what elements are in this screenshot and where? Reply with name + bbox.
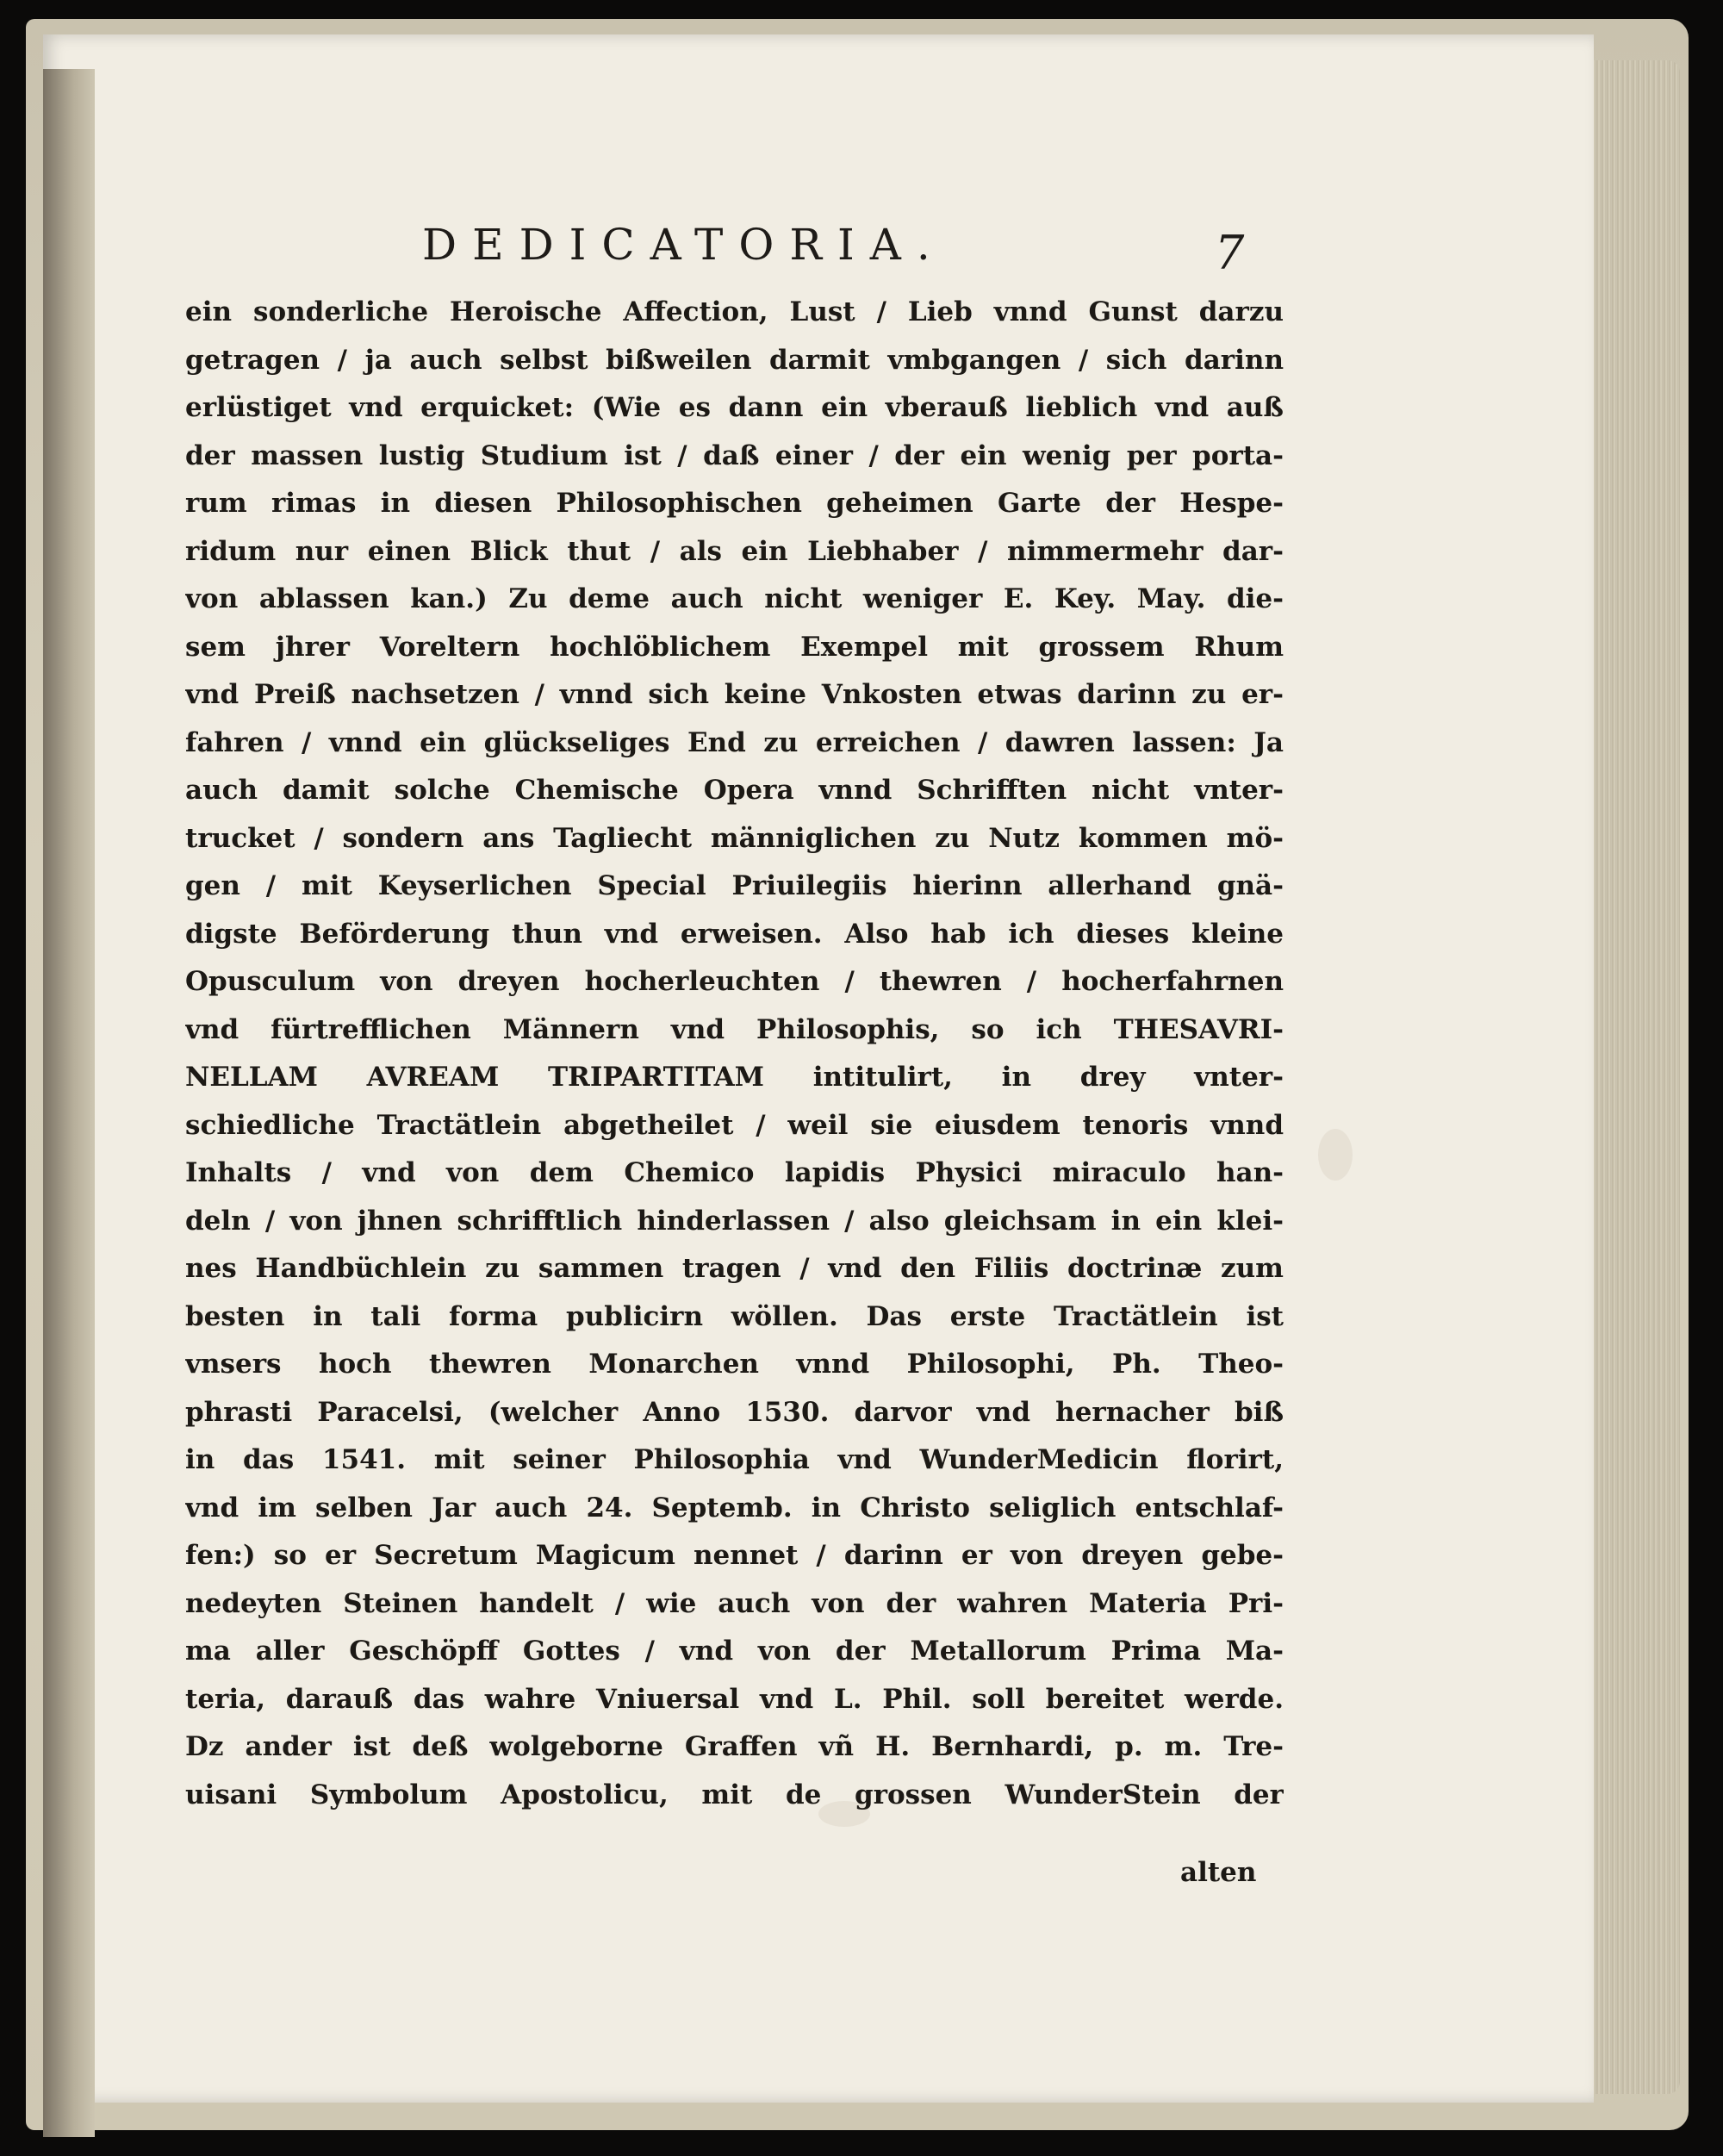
text-line: NELLAM AVREAM TRIPARTITAM intitulirt, in drey vnter- bbox=[185, 1062, 1284, 1093]
text-line: erlüstiget vnd erquicket: (Wie es dann ein vberauß lieblich vnd auß bbox=[185, 392, 1284, 423]
text-line: schiedliche Tractätlein abgetheilet / weil sie eiusdem tenoris vnnd bbox=[185, 1109, 1284, 1141]
page-edges bbox=[1585, 60, 1680, 2094]
text-line: digste Beförderung thun vnd erweisen. Also hab ich dieses kleine bbox=[185, 918, 1284, 950]
text-line: sem jhrer Voreltern hochlöblichem Exempel mit grossem Rhum bbox=[185, 631, 1284, 663]
text-line: deln / von jhnen schrifftlich hinderlassen / also gleichsam in ein klei- bbox=[185, 1205, 1284, 1237]
running-header: DEDICATORIA. bbox=[422, 220, 946, 270]
text-line: rum rimas in diesen Philosophischen geheimen Garte der Hespe- bbox=[185, 488, 1284, 519]
text-line: nedeyten Steinen handelt / wie auch von der wahren Materia Pri- bbox=[185, 1587, 1284, 1619]
text-line: teria, darauß das wahre Vniuersal vnd L. Phil. soll bereitet werde. bbox=[185, 1683, 1284, 1715]
text-line: vnd fürtrefflichen Männern vnd Philosophis, so ich THESAVRI- bbox=[185, 1013, 1284, 1045]
text-line: phrasti Paracelsi, (welcher Anno 1530. darvor vnd hernacher biß bbox=[185, 1396, 1284, 1428]
text-line: vnd Preiß nachsetzen / vnnd sich keine Vnkosten etwas darinn zu er- bbox=[185, 679, 1284, 710]
page-number: 7 bbox=[1215, 226, 1245, 280]
text-line: uisani Symbolum Apostolicu, mit de grossen WunderStein der bbox=[185, 1779, 1284, 1810]
text-line: Inhalts / vnd von dem Chemico lapidis Physici miraculo han- bbox=[185, 1157, 1284, 1188]
text-line: vnsers hoch thewren Monarchen vnnd Philosophi, Ph. Theo- bbox=[185, 1349, 1284, 1380]
text-line: in das 1541. mit seiner Philosophia vnd WunderMedicin florirt, bbox=[185, 1444, 1284, 1475]
text-line: gen / mit Keyserlichen Special Priuilegiis hierinn allerhand gnä- bbox=[185, 870, 1284, 901]
catchword: alten bbox=[1180, 1857, 1257, 1888]
text-line: fahren / vnnd ein glückseliges End zu erreichen / dawren lassen: Ja bbox=[185, 726, 1284, 758]
paper-stain bbox=[1318, 1129, 1353, 1181]
text-line: ein sonderliche Heroische Affection, Lust / Lieb vnnd Gunst darzu bbox=[185, 296, 1284, 327]
text-line: besten in tali forma publicirn wöllen. Das erste Tractätlein ist bbox=[185, 1300, 1284, 1332]
text-line: getragen / ja auch selbst bißweilen darmit vmbgangen / sich darinn bbox=[185, 344, 1284, 376]
text-line: nes Handbüchlein zu sammen tragen / vnd den Filiis doctrinæ zum bbox=[185, 1253, 1284, 1284]
text-line: fen:) so er Secretum Magicum nennet / darinn er von dreyen gebe- bbox=[185, 1540, 1284, 1571]
text-line: der massen lustig Studium ist / daß einer / der ein wenig per porta- bbox=[185, 439, 1284, 471]
text-line: Opusculum von dreyen hocherleuchten / thewren / hocherfahrnen bbox=[185, 966, 1284, 997]
text-line: ridum nur einen Blick thut / als ein Liebhaber / nimmermehr dar- bbox=[185, 535, 1284, 567]
text-line: ma aller Geschöpff Gottes / vnd von der Metallorum Prima Ma- bbox=[185, 1636, 1284, 1667]
text-line: trucket / sondern ans Tagliecht männiglichen zu Nutz kommen mö- bbox=[185, 822, 1284, 854]
text-line: von ablassen kan.) Zu deme auch nicht weniger E. Key. May. die- bbox=[185, 583, 1284, 614]
text-line: Dz ander ist deß wolgeborne Graffen vñ H. Bernhardi, p. m. Tre- bbox=[185, 1731, 1284, 1762]
text-line: auch damit solche Chemische Opera vnnd Schrifften nicht vnter- bbox=[185, 775, 1284, 806]
body-text bbox=[185, 289, 1284, 1819]
gutter-shadow bbox=[43, 69, 95, 2137]
text-line: vnd im selben Jar auch 24. Septemb. in Christo seliglich entschlaf- bbox=[185, 1492, 1284, 1524]
